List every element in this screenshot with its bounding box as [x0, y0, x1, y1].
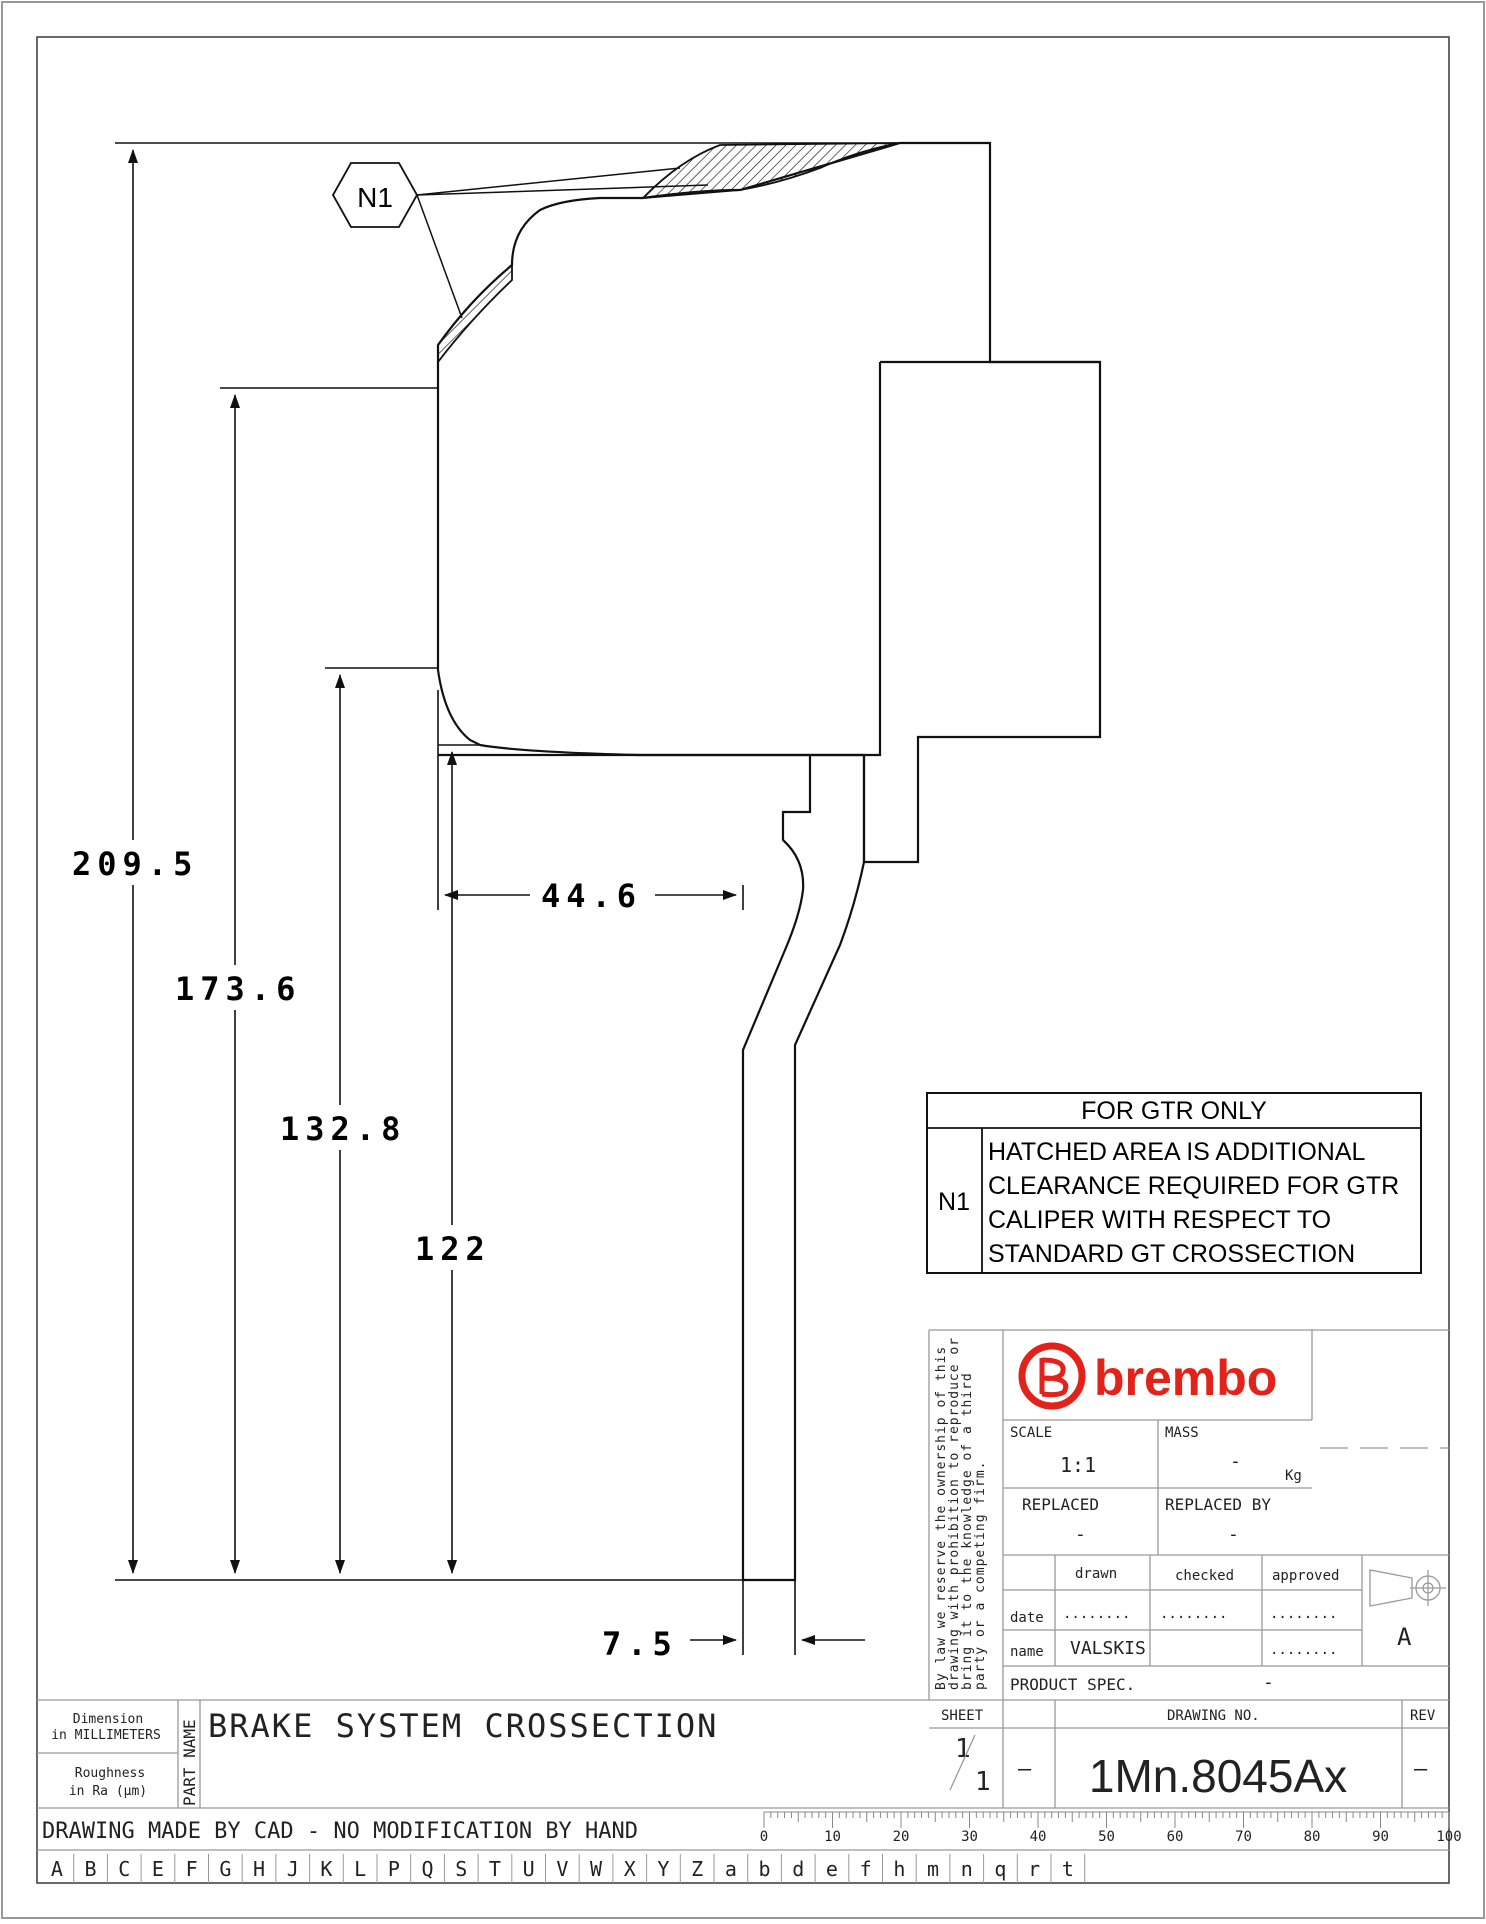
grid-letter: Z	[691, 1857, 704, 1881]
date-drawn: ........	[1063, 1606, 1131, 1622]
ruler-label: 0	[759, 1829, 769, 1845]
grid-letter: Q	[421, 1857, 434, 1881]
checked-label: checked	[1175, 1568, 1235, 1584]
brembo-logo	[1022, 1346, 1277, 1406]
legal-notice	[934, 1337, 988, 1690]
grid-letter: G	[219, 1857, 232, 1881]
hatched-area-left	[438, 265, 512, 362]
note-line-2: CLEARANCE REQUIRED FOR GTR	[988, 1172, 1400, 1200]
note-line-3: CALIPER WITH RESPECT TO	[988, 1206, 1332, 1234]
grid-letter: V	[556, 1857, 569, 1881]
rev-value: —	[1414, 1757, 1428, 1782]
name-approved: ........	[1270, 1642, 1338, 1658]
brand-name: brembo	[1094, 1350, 1278, 1406]
note-line-4: STANDARD GT CROSSECTION	[988, 1240, 1356, 1268]
dimension-label-1: Dimension	[72, 1712, 144, 1727]
ruler-label: 60	[1166, 1829, 1184, 1845]
note-table-tag: N1	[938, 1188, 970, 1216]
rev-label: REV	[1410, 1708, 1436, 1724]
grid-letter: X	[623, 1857, 636, 1881]
part-name-label: PART NAME	[180, 1719, 199, 1806]
note-table-header: FOR GTR ONLY	[1081, 1097, 1267, 1125]
ruler-label: 80	[1303, 1829, 1321, 1845]
note-callout-tag: N1	[357, 182, 393, 213]
ruler-label: 40	[1029, 1829, 1047, 1845]
grid-letter: K	[320, 1857, 333, 1881]
drawn-label: drawn	[1075, 1566, 1118, 1582]
mass-value: -	[1230, 1451, 1241, 1472]
roughness-label-1: Roughness	[74, 1766, 146, 1781]
grid-letter: f	[859, 1857, 872, 1881]
cad-notice: DRAWING MADE BY CAD - NO MODIFICATION BY HAND	[42, 1819, 639, 1844]
grid-letter: P	[387, 1857, 400, 1881]
grid-letter: U	[522, 1857, 535, 1881]
product-spec-value: -	[1263, 1672, 1274, 1693]
dim-height-132: 132.8	[280, 1110, 407, 1148]
grid-letter: J	[286, 1857, 299, 1881]
dimension-labels	[66, 840, 678, 1663]
replaced-by-label: REPLACED BY	[1165, 1495, 1271, 1514]
grid-letter: C	[118, 1857, 131, 1881]
grid-letter: b	[758, 1857, 771, 1881]
sheet-number: 1	[955, 1734, 971, 1764]
rev-letter: A	[1397, 1623, 1412, 1651]
grid-letter: d	[792, 1857, 805, 1881]
drawing-number: 1Mn.8045Ax	[1088, 1750, 1348, 1802]
grid-letter: n	[960, 1857, 973, 1881]
scale-ruler-labels	[760, 1829, 1462, 1845]
grid-letter: A	[50, 1857, 63, 1881]
note-line-1: HATCHED AREA IS ADDITIONAL	[988, 1138, 1366, 1166]
replaced-by-value: -	[1228, 1524, 1239, 1545]
grid-letter: m	[927, 1857, 940, 1881]
svg-text:By law we reserve the ownershi: By law we reserve the ownership of this	[934, 1345, 949, 1690]
note-callout	[333, 163, 708, 318]
dim-offset: 44.6	[541, 877, 643, 915]
svg-text:bring it to the knowledge of a: bring it to the knowledge of a third	[960, 1372, 975, 1690]
scale-label: SCALE	[1010, 1425, 1053, 1441]
disc-profile	[743, 755, 864, 1580]
replaced-value: -	[1075, 1524, 1086, 1545]
sheet-total: 1	[975, 1767, 991, 1797]
ruler-label: 90	[1372, 1829, 1389, 1845]
date-label: date	[1010, 1610, 1044, 1626]
product-spec-label: PRODUCT SPEC.	[1010, 1675, 1136, 1694]
roughness-label-2: in Ra (µm)	[68, 1784, 148, 1799]
grid-letter: H	[253, 1857, 266, 1881]
dim-height-173: 173.6	[175, 970, 302, 1008]
grid-letter: Y	[657, 1857, 670, 1881]
name-label: name	[1010, 1644, 1044, 1660]
scale-value: 1:1	[1060, 1453, 1097, 1477]
grid-letter: r	[1028, 1857, 1041, 1881]
grid-letter: S	[455, 1857, 468, 1881]
ruler-label: 30	[961, 1829, 978, 1845]
grid-letter: a	[724, 1857, 737, 1881]
dimension-label-2: in MILLIMETERS	[51, 1728, 161, 1743]
hatched-area-top	[643, 143, 900, 198]
approved-label: approved	[1272, 1568, 1340, 1584]
ruler-label: 70	[1235, 1829, 1252, 1845]
mass-unit: Kg	[1285, 1468, 1302, 1484]
grid-letter: h	[893, 1857, 906, 1881]
projection-symbol-icon	[1370, 1570, 1446, 1606]
grid-letter: E	[151, 1857, 164, 1881]
date-approved: ........	[1270, 1606, 1338, 1622]
date-checked: ........	[1160, 1606, 1228, 1622]
grid-letter: L	[354, 1857, 367, 1881]
grid-letter: T	[488, 1857, 501, 1881]
grid-letter: q	[994, 1857, 1007, 1881]
scale-ruler	[764, 1812, 1449, 1828]
dim-overall-height: 209.5	[72, 845, 199, 883]
drawing-no-label: DRAWING NO.	[1167, 1708, 1260, 1724]
note-table	[927, 1093, 1421, 1273]
dim-height-122: 122	[415, 1230, 491, 1268]
ruler-label: 10	[824, 1829, 841, 1845]
sheet-dash: —	[1018, 1757, 1032, 1782]
grid-letter: B	[84, 1857, 97, 1881]
svg-text:party or a competing firm.: party or a competing firm.	[973, 1460, 988, 1690]
mass-label: MASS	[1165, 1425, 1199, 1441]
sheet-label: SHEET	[941, 1708, 984, 1724]
replaced-label: REPLACED	[1022, 1495, 1100, 1514]
grid-letter: F	[185, 1857, 198, 1881]
cross-section	[438, 143, 1100, 1580]
svg-text:drawing with prohibition to re: drawing with prohibition to reproduce or	[947, 1336, 962, 1690]
dim-disc-thickness: 7.5	[602, 1625, 678, 1663]
grid-letters	[51, 1854, 1085, 1883]
ruler-label: 100	[1436, 1829, 1462, 1845]
grid-letter: t	[1061, 1857, 1074, 1881]
part-name: BRAKE SYSTEM CROSSECTION	[208, 1707, 719, 1745]
grid-letter: W	[590, 1857, 603, 1881]
ruler-label: 20	[892, 1829, 910, 1845]
ruler-label: 50	[1098, 1829, 1115, 1845]
grid-letter: e	[825, 1857, 838, 1881]
drawn-name: VALSKIS	[1070, 1638, 1146, 1659]
